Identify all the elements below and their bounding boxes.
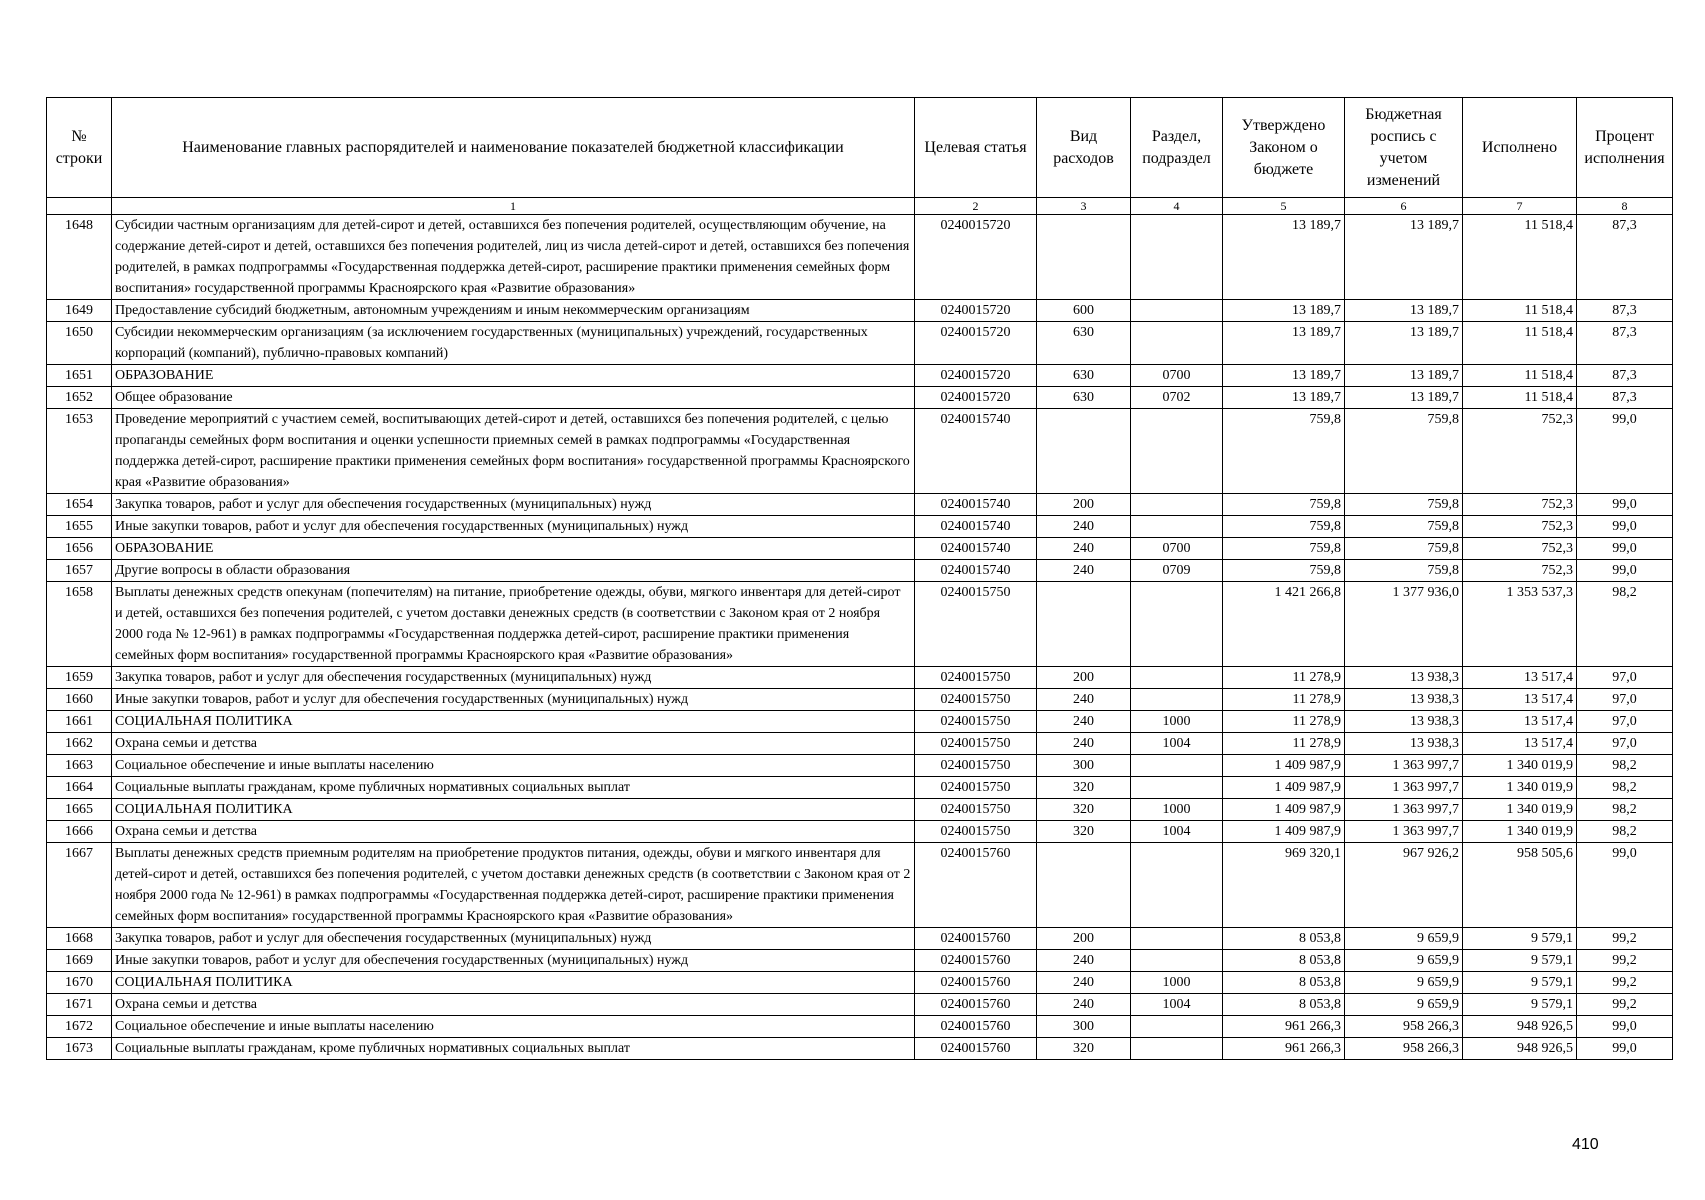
column-number: 1 xyxy=(112,198,915,215)
roster-amount: 759,8 xyxy=(1345,409,1463,494)
header-executed: Исполнено xyxy=(1463,98,1577,198)
roster-amount: 9 659,9 xyxy=(1345,972,1463,994)
approved-amount: 1 409 987,9 xyxy=(1223,821,1345,843)
table-row xyxy=(47,799,1673,821)
approved-amount: 1 409 987,9 xyxy=(1223,777,1345,799)
table-row xyxy=(47,215,1673,300)
approved-amount: 13 189,7 xyxy=(1223,300,1345,322)
approved-amount: 759,8 xyxy=(1223,560,1345,582)
section-code xyxy=(1131,667,1223,689)
header-target-article: Целевая статья xyxy=(915,98,1037,198)
roster-amount: 958 266,3 xyxy=(1345,1038,1463,1060)
column-number: 2 xyxy=(915,198,1037,215)
row-name: СОЦИАЛЬНАЯ ПОЛИТИКА xyxy=(112,972,915,994)
roster-amount: 9 659,9 xyxy=(1345,950,1463,972)
section-code xyxy=(1131,409,1223,494)
roster-amount: 1 377 936,0 xyxy=(1345,582,1463,667)
header-row-number: № строки xyxy=(47,98,112,198)
expense-type: 630 xyxy=(1037,387,1131,409)
expense-type: 600 xyxy=(1037,300,1131,322)
roster-amount: 1 363 997,7 xyxy=(1345,821,1463,843)
target-article: 0240015760 xyxy=(915,843,1037,928)
roster-amount: 13 189,7 xyxy=(1345,215,1463,300)
execution-percent: 99,0 xyxy=(1577,516,1673,538)
row-name: Охрана семьи и детства xyxy=(112,994,915,1016)
target-article: 0240015740 xyxy=(915,538,1037,560)
table-row xyxy=(47,409,1673,494)
execution-percent: 99,0 xyxy=(1577,538,1673,560)
section-code xyxy=(1131,300,1223,322)
executed-amount: 752,3 xyxy=(1463,409,1577,494)
target-article: 0240015760 xyxy=(915,950,1037,972)
roster-amount: 1 363 997,7 xyxy=(1345,799,1463,821)
expense-type: 240 xyxy=(1037,711,1131,733)
row-number: 1651 xyxy=(47,365,112,387)
expense-type: 240 xyxy=(1037,994,1131,1016)
table-row xyxy=(47,711,1673,733)
target-article: 0240015750 xyxy=(915,799,1037,821)
table-row xyxy=(47,928,1673,950)
row-name: Иные закупки товаров, работ и услуг для обеспечения государственных (муниципальных) нужд xyxy=(112,950,915,972)
header-percent: Процент исполнения xyxy=(1577,98,1673,198)
expense-type: 300 xyxy=(1037,755,1131,777)
row-name: Проведение мероприятий с участием семей, воспитывающих детей-сирот и детей, оставшихся без попечения родителей, с целью пропаганды семейных форм воспитания и оценки успешности приемных семей в рамках подпрограммы «Государственная поддержка детей-сирот, расширение практики применения семейных форм воспитания» государственной программы Красноярского края «Развитие образования» xyxy=(112,409,915,494)
row-number: 1673 xyxy=(47,1038,112,1060)
target-article: 0240015750 xyxy=(915,777,1037,799)
executed-amount: 1 340 019,9 xyxy=(1463,777,1577,799)
expense-type: 320 xyxy=(1037,821,1131,843)
roster-amount: 13 938,3 xyxy=(1345,667,1463,689)
section-code: 1000 xyxy=(1131,972,1223,994)
executed-amount: 752,3 xyxy=(1463,560,1577,582)
column-number-row xyxy=(47,198,1673,215)
executed-amount: 9 579,1 xyxy=(1463,928,1577,950)
execution-percent: 99,2 xyxy=(1577,972,1673,994)
section-code xyxy=(1131,1038,1223,1060)
section-code: 0709 xyxy=(1131,560,1223,582)
target-article: 0240015750 xyxy=(915,821,1037,843)
section-code xyxy=(1131,1016,1223,1038)
expense-type: 200 xyxy=(1037,494,1131,516)
section-code xyxy=(1131,928,1223,950)
target-article: 0240015740 xyxy=(915,494,1037,516)
roster-amount: 759,8 xyxy=(1345,494,1463,516)
section-code xyxy=(1131,777,1223,799)
row-number: 1652 xyxy=(47,387,112,409)
roster-amount: 9 659,9 xyxy=(1345,994,1463,1016)
executed-amount: 11 518,4 xyxy=(1463,387,1577,409)
approved-amount: 13 189,7 xyxy=(1223,215,1345,300)
row-name: Охрана семьи и детства xyxy=(112,733,915,755)
row-number: 1672 xyxy=(47,1016,112,1038)
roster-amount: 13 189,7 xyxy=(1345,365,1463,387)
target-article: 0240015750 xyxy=(915,711,1037,733)
roster-amount: 13 189,7 xyxy=(1345,387,1463,409)
section-code: 0700 xyxy=(1131,538,1223,560)
row-number: 1653 xyxy=(47,409,112,494)
target-article: 0240015740 xyxy=(915,516,1037,538)
expense-type: 200 xyxy=(1037,667,1131,689)
row-name: СОЦИАЛЬНАЯ ПОЛИТИКА xyxy=(112,711,915,733)
target-article: 0240015750 xyxy=(915,733,1037,755)
roster-amount: 759,8 xyxy=(1345,538,1463,560)
target-article: 0240015760 xyxy=(915,1016,1037,1038)
expense-type xyxy=(1037,215,1131,300)
target-article: 0240015750 xyxy=(915,667,1037,689)
table-row xyxy=(47,994,1673,1016)
row-number: 1649 xyxy=(47,300,112,322)
section-code: 0700 xyxy=(1131,365,1223,387)
execution-percent: 99,0 xyxy=(1577,560,1673,582)
executed-amount: 13 517,4 xyxy=(1463,711,1577,733)
target-article: 0240015750 xyxy=(915,755,1037,777)
roster-amount: 1 363 997,7 xyxy=(1345,777,1463,799)
header-section: Раздел, подраздел xyxy=(1131,98,1223,198)
section-code xyxy=(1131,494,1223,516)
table-row xyxy=(47,516,1673,538)
row-name: Закупка товаров, работ и услуг для обеспечения государственных (муниципальных) нужд xyxy=(112,928,915,950)
row-number: 1648 xyxy=(47,215,112,300)
roster-amount: 759,8 xyxy=(1345,516,1463,538)
expense-type: 320 xyxy=(1037,799,1131,821)
row-number: 1663 xyxy=(47,755,112,777)
execution-percent: 99,0 xyxy=(1577,843,1673,928)
expense-type: 630 xyxy=(1037,365,1131,387)
execution-percent: 99,0 xyxy=(1577,1016,1673,1038)
roster-amount: 13 189,7 xyxy=(1345,322,1463,365)
executed-amount: 752,3 xyxy=(1463,494,1577,516)
approved-amount: 759,8 xyxy=(1223,538,1345,560)
expense-type: 630 xyxy=(1037,322,1131,365)
row-number: 1664 xyxy=(47,777,112,799)
approved-amount: 1 421 266,8 xyxy=(1223,582,1345,667)
roster-amount: 1 363 997,7 xyxy=(1345,755,1463,777)
roster-amount: 13 189,7 xyxy=(1345,300,1463,322)
row-number: 1660 xyxy=(47,689,112,711)
roster-amount: 13 938,3 xyxy=(1345,733,1463,755)
expense-type: 240 xyxy=(1037,689,1131,711)
row-number: 1667 xyxy=(47,843,112,928)
executed-amount: 1 340 019,9 xyxy=(1463,821,1577,843)
table-row xyxy=(47,538,1673,560)
section-code xyxy=(1131,322,1223,365)
section-code xyxy=(1131,689,1223,711)
expense-type: 320 xyxy=(1037,1038,1131,1060)
row-name: Социальные выплаты гражданам, кроме публичных нормативных социальных выплат xyxy=(112,777,915,799)
approved-amount: 11 278,9 xyxy=(1223,689,1345,711)
executed-amount: 958 505,6 xyxy=(1463,843,1577,928)
row-number: 1666 xyxy=(47,821,112,843)
page-number: 410 xyxy=(1572,1136,1599,1153)
approved-amount: 8 053,8 xyxy=(1223,972,1345,994)
table-row xyxy=(47,560,1673,582)
execution-percent: 99,0 xyxy=(1577,409,1673,494)
target-article: 0240015740 xyxy=(915,560,1037,582)
expense-type: 240 xyxy=(1037,950,1131,972)
approved-amount: 11 278,9 xyxy=(1223,733,1345,755)
approved-amount: 11 278,9 xyxy=(1223,711,1345,733)
executed-amount: 948 926,5 xyxy=(1463,1016,1577,1038)
row-number: 1661 xyxy=(47,711,112,733)
table-row xyxy=(47,387,1673,409)
table-row xyxy=(47,322,1673,365)
row-number: 1657 xyxy=(47,560,112,582)
row-name: Общее образование xyxy=(112,387,915,409)
executed-amount: 1 340 019,9 xyxy=(1463,755,1577,777)
column-number: 6 xyxy=(1345,198,1463,215)
execution-percent: 98,2 xyxy=(1577,777,1673,799)
row-name: Предоставление субсидий бюджетным, автономным учреждениям и иным некоммерческим организациям xyxy=(112,300,915,322)
budget-table xyxy=(46,97,1673,1060)
target-article: 0240015720 xyxy=(915,300,1037,322)
row-name: СОЦИАЛЬНАЯ ПОЛИТИКА xyxy=(112,799,915,821)
target-article: 0240015720 xyxy=(915,365,1037,387)
section-code: 1004 xyxy=(1131,821,1223,843)
execution-percent: 97,0 xyxy=(1577,667,1673,689)
column-number: 3 xyxy=(1037,198,1131,215)
expense-type xyxy=(1037,409,1131,494)
header-budget-roster: Бюджетная роспись с учетом изменений xyxy=(1345,98,1463,198)
execution-percent: 99,0 xyxy=(1577,1038,1673,1060)
section-code xyxy=(1131,755,1223,777)
row-number: 1650 xyxy=(47,322,112,365)
execution-percent: 87,3 xyxy=(1577,215,1673,300)
table-row xyxy=(47,689,1673,711)
table-header xyxy=(47,98,1673,215)
target-article: 0240015720 xyxy=(915,322,1037,365)
table-body xyxy=(47,215,1673,1060)
execution-percent: 99,2 xyxy=(1577,928,1673,950)
approved-amount: 759,8 xyxy=(1223,516,1345,538)
executed-amount: 13 517,4 xyxy=(1463,667,1577,689)
table-row xyxy=(47,1038,1673,1060)
row-number: 1670 xyxy=(47,972,112,994)
roster-amount: 9 659,9 xyxy=(1345,928,1463,950)
executed-amount: 1 353 537,3 xyxy=(1463,582,1577,667)
expense-type: 240 xyxy=(1037,538,1131,560)
execution-percent: 98,2 xyxy=(1577,582,1673,667)
expense-type: 320 xyxy=(1037,777,1131,799)
expense-type xyxy=(1037,582,1131,667)
row-name: Выплаты денежных средств опекунам (попечителям) на питание, приобретение одежды, обуви, мягкого инвентаря для детей-сирот и детей, оставшихся без попечения родителей, с учетом доставки денежных средств (в соответствии с Законом края от 2 ноября 2000 года № 12-961) в рамках подпрограммы «Государственная поддержка детей-сирот, расширение практики применения семейных форм воспитания» государственной программы Красноярского края «Развитие образования» xyxy=(112,582,915,667)
executed-amount: 9 579,1 xyxy=(1463,950,1577,972)
row-name: ОБРАЗОВАНИЕ xyxy=(112,538,915,560)
header-approved: Утверждено Законом о бюджете xyxy=(1223,98,1345,198)
table-row xyxy=(47,365,1673,387)
row-number: 1671 xyxy=(47,994,112,1016)
roster-amount: 958 266,3 xyxy=(1345,1016,1463,1038)
expense-type: 300 xyxy=(1037,1016,1131,1038)
row-name: Охрана семьи и детства xyxy=(112,821,915,843)
execution-percent: 99,2 xyxy=(1577,994,1673,1016)
section-code xyxy=(1131,215,1223,300)
column-number-blank xyxy=(47,198,112,215)
executed-amount: 13 517,4 xyxy=(1463,733,1577,755)
target-article: 0240015750 xyxy=(915,689,1037,711)
target-article: 0240015760 xyxy=(915,972,1037,994)
executed-amount: 13 517,4 xyxy=(1463,689,1577,711)
roster-amount: 13 938,3 xyxy=(1345,711,1463,733)
executed-amount: 752,3 xyxy=(1463,538,1577,560)
roster-amount: 13 938,3 xyxy=(1345,689,1463,711)
row-name: Другие вопросы в области образования xyxy=(112,560,915,582)
table-row xyxy=(47,950,1673,972)
row-number: 1658 xyxy=(47,582,112,667)
row-name: Иные закупки товаров, работ и услуг для обеспечения государственных (муниципальных) нужд xyxy=(112,516,915,538)
section-code: 1000 xyxy=(1131,799,1223,821)
target-article: 0240015720 xyxy=(915,215,1037,300)
execution-percent: 99,0 xyxy=(1577,494,1673,516)
approved-amount: 13 189,7 xyxy=(1223,322,1345,365)
row-number: 1669 xyxy=(47,950,112,972)
table-row xyxy=(47,667,1673,689)
approved-amount: 1 409 987,9 xyxy=(1223,755,1345,777)
table-row xyxy=(47,733,1673,755)
section-code: 1000 xyxy=(1131,711,1223,733)
approved-amount: 8 053,8 xyxy=(1223,994,1345,1016)
expense-type: 240 xyxy=(1037,733,1131,755)
column-number: 8 xyxy=(1577,198,1673,215)
execution-percent: 98,2 xyxy=(1577,799,1673,821)
table-row xyxy=(47,1016,1673,1038)
roster-amount: 967 926,2 xyxy=(1345,843,1463,928)
target-article: 0240015750 xyxy=(915,582,1037,667)
column-number: 5 xyxy=(1223,198,1345,215)
approved-amount: 13 189,7 xyxy=(1223,365,1345,387)
row-name: Социальное обеспечение и иные выплаты населению xyxy=(112,1016,915,1038)
row-name: Субсидии частным организациям для детей-сирот и детей, оставшихся без попечения родителей, осуществляющим обучение, на содержание детей-сирот и детей, оставшихся без попечения родителей, лиц из числа детей-сирот и детей, оставшихся без попечения родителей, в рамках подпрограммы «Государственная поддержка детей-сирот, расширение практики применения семейных форм воспитания» государственной программы Красноярского края «Развитие образования» xyxy=(112,215,915,300)
row-name: Закупка товаров, работ и услуг для обеспечения государственных (муниципальных) нужд xyxy=(112,667,915,689)
approved-amount: 961 266,3 xyxy=(1223,1016,1345,1038)
section-code: 0702 xyxy=(1131,387,1223,409)
execution-percent: 87,3 xyxy=(1577,387,1673,409)
row-name: Социальное обеспечение и иные выплаты населению xyxy=(112,755,915,777)
header-expense-type: Вид расходов xyxy=(1037,98,1131,198)
executed-amount: 9 579,1 xyxy=(1463,972,1577,994)
row-number: 1665 xyxy=(47,799,112,821)
approved-amount: 1 409 987,9 xyxy=(1223,799,1345,821)
executed-amount: 9 579,1 xyxy=(1463,994,1577,1016)
execution-percent: 98,2 xyxy=(1577,821,1673,843)
expense-type xyxy=(1037,843,1131,928)
table-row xyxy=(47,843,1673,928)
row-name: Закупка товаров, работ и услуг для обеспечения государственных (муниципальных) нужд xyxy=(112,494,915,516)
executed-amount: 11 518,4 xyxy=(1463,300,1577,322)
target-article: 0240015760 xyxy=(915,928,1037,950)
executed-amount: 11 518,4 xyxy=(1463,322,1577,365)
section-code xyxy=(1131,950,1223,972)
row-number: 1654 xyxy=(47,494,112,516)
approved-amount: 969 320,1 xyxy=(1223,843,1345,928)
row-number: 1659 xyxy=(47,667,112,689)
row-number: 1662 xyxy=(47,733,112,755)
expense-type: 240 xyxy=(1037,560,1131,582)
expense-type: 240 xyxy=(1037,516,1131,538)
target-article: 0240015720 xyxy=(915,387,1037,409)
target-article: 0240015740 xyxy=(915,409,1037,494)
target-article: 0240015760 xyxy=(915,994,1037,1016)
approved-amount: 13 189,7 xyxy=(1223,387,1345,409)
row-number: 1655 xyxy=(47,516,112,538)
execution-percent: 87,3 xyxy=(1577,365,1673,387)
approved-amount: 759,8 xyxy=(1223,494,1345,516)
executed-amount: 11 518,4 xyxy=(1463,365,1577,387)
execution-percent: 87,3 xyxy=(1577,300,1673,322)
roster-amount: 759,8 xyxy=(1345,560,1463,582)
approved-amount: 759,8 xyxy=(1223,409,1345,494)
table-row xyxy=(47,821,1673,843)
row-name: ОБРАЗОВАНИЕ xyxy=(112,365,915,387)
executed-amount: 11 518,4 xyxy=(1463,215,1577,300)
section-code xyxy=(1131,516,1223,538)
execution-percent: 98,2 xyxy=(1577,755,1673,777)
row-name: Субсидии некоммерческим организациям (за исключением государственных (муниципальных) учреждений, государственных корпораций (компаний), публично-правовых компаний) xyxy=(112,322,915,365)
execution-percent: 99,2 xyxy=(1577,950,1673,972)
table-row xyxy=(47,494,1673,516)
table-row xyxy=(47,755,1673,777)
executed-amount: 752,3 xyxy=(1463,516,1577,538)
table-row xyxy=(47,777,1673,799)
section-code xyxy=(1131,582,1223,667)
approved-amount: 961 266,3 xyxy=(1223,1038,1345,1060)
row-name: Иные закупки товаров, работ и услуг для обеспечения государственных (муниципальных) нужд xyxy=(112,689,915,711)
target-article: 0240015760 xyxy=(915,1038,1037,1060)
execution-percent: 97,0 xyxy=(1577,689,1673,711)
approved-amount: 11 278,9 xyxy=(1223,667,1345,689)
approved-amount: 8 053,8 xyxy=(1223,928,1345,950)
executed-amount: 1 340 019,9 xyxy=(1463,799,1577,821)
column-number: 7 xyxy=(1463,198,1577,215)
section-code: 1004 xyxy=(1131,994,1223,1016)
expense-type: 240 xyxy=(1037,972,1131,994)
execution-percent: 87,3 xyxy=(1577,322,1673,365)
table-row xyxy=(47,972,1673,994)
header-name: Наименование главных распорядителей и наименование показателей бюджетной классификации xyxy=(112,98,915,198)
execution-percent: 97,0 xyxy=(1577,733,1673,755)
row-name: Социальные выплаты гражданам, кроме публичных нормативных социальных выплат xyxy=(112,1038,915,1060)
section-code xyxy=(1131,843,1223,928)
execution-percent: 97,0 xyxy=(1577,711,1673,733)
column-number: 4 xyxy=(1131,198,1223,215)
row-number: 1656 xyxy=(47,538,112,560)
executed-amount: 948 926,5 xyxy=(1463,1038,1577,1060)
expense-type: 200 xyxy=(1037,928,1131,950)
row-number: 1668 xyxy=(47,928,112,950)
table-row xyxy=(47,582,1673,667)
row-name: Выплаты денежных средств приемным родителям на приобретение продуктов питания, одежды, обуви и мягкого инвентаря для детей-сирот и детей, оставшихся без попечения родителей, с учетом доставки денежных средств (в соответствии с Законом края от 2 ноября 2000 года № 12-961) в рамках подпрограммы «Государственная поддержка детей-сирот, расширение практики применения семейных форм воспитания» государственной программы Красноярского края «Развитие образования» xyxy=(112,843,915,928)
section-code: 1004 xyxy=(1131,733,1223,755)
approved-amount: 8 053,8 xyxy=(1223,950,1345,972)
table-row xyxy=(47,300,1673,322)
